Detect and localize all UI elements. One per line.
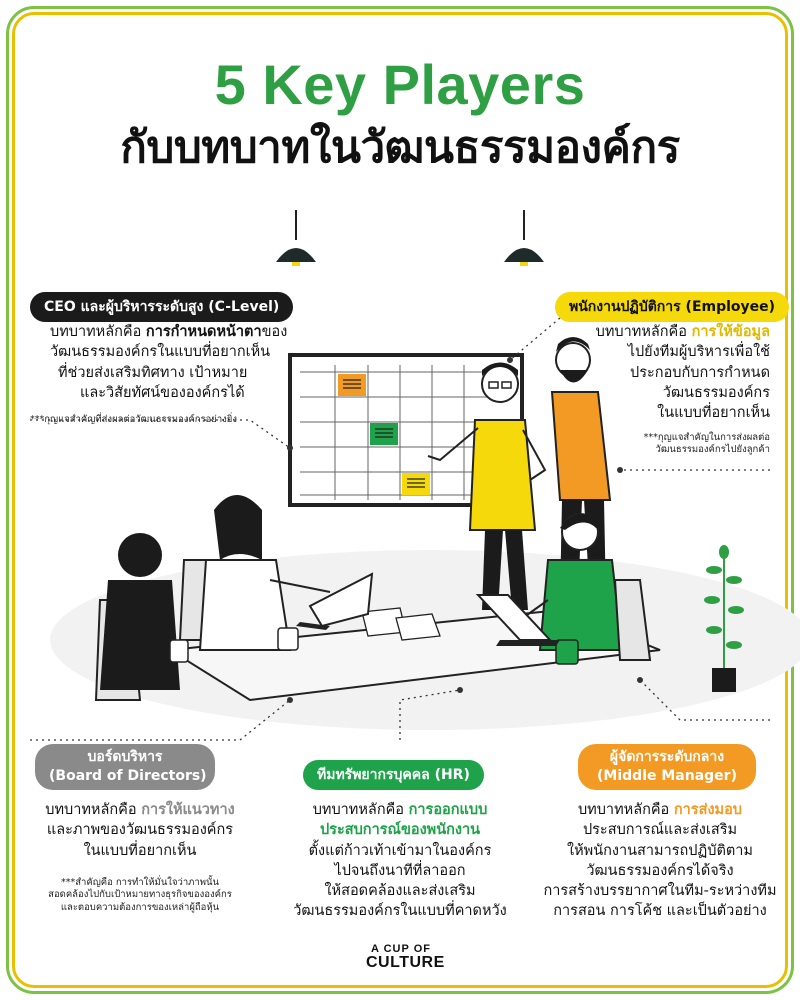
board-note-line-3: และตอบความต้องการของเหล่าผู้ถือหุ้น [60, 901, 220, 913]
middle-line-6: การสอน การโค้ช และเป็นตัวอย่าง [553, 903, 767, 920]
hr-line-2: ประสบการณ์ของพนักงาน [319, 822, 481, 839]
board-description [20, 800, 260, 861]
ceiling-lamp-left-icon [276, 210, 316, 266]
middle-line-3: ให้พนักงานสามารถปฏิบัติตาม [567, 842, 753, 859]
board-note [20, 877, 260, 914]
employee-note-line-1: ***กุญแจสำคัญในการส่งผลต่อ [643, 432, 770, 443]
logo-line-1: A CUP OF [371, 943, 431, 955]
hr-line-6: วัฒนธรรมองค์กรในแบบที่คาดหวัง [293, 903, 507, 920]
middle-badge-line-2: (Middle Manager) [597, 767, 737, 784]
employee-line-2: ไปยังทีมผู้บริหารเพื่อใช้ [627, 344, 770, 361]
ceo-line-4: และวิสัยทัศน์ขององค์กรได้ [80, 384, 245, 401]
hr-description [270, 800, 530, 922]
employee-line-1: บทบาทหลักคือ การให้ข้อมูล [595, 324, 770, 340]
ceo-line-3: ที่ช่วยส่งเสริมทิศทาง เป้าหมาย [58, 364, 248, 381]
ceiling-lamp-right-icon [504, 210, 544, 266]
hr-line-4: ไปจนถึงนาทีที่ลาออก [334, 862, 466, 879]
middle-line-5: การสร้างบรรยากาศในทีม-ระหว่างทีม [543, 883, 777, 900]
middle-manager-description [530, 800, 790, 922]
employee-note-line-2: วัฒนธรรมองค์กรไปยังลูกค้า [655, 444, 770, 456]
board-note-line-2: สอดคล้องไปกับเป้าหมายทางธุรกิจขององค์กร [48, 889, 232, 901]
title-english: 5 Key Players [214, 53, 586, 116]
board-badge-line-1: บอร์ดบริหาร [87, 749, 163, 765]
board-badge-line-2: (Board of Directors) [49, 767, 207, 784]
board-line-2: และภาพของวัฒนธรรมองค์กร [46, 822, 234, 839]
title-thai: กับบทบาทในวัฒนธรรมองค์กร [120, 122, 680, 173]
hr-line-3: ตั้งแต่ก้าวเท้าเข้ามาในองค์กร [308, 842, 492, 859]
middle-line-2: ประสบการณ์และส่งเสริม [582, 822, 738, 839]
employee-note [590, 432, 770, 457]
ceo-line-1: บทบาทหลักคือ การกำหนดหน้าตาของ [50, 324, 288, 340]
employee-description [550, 322, 770, 423]
hr-badge: ทีมทรัพยากรบุคคล (HR) [303, 760, 484, 790]
ceo-note: ***กุญแจสำคัญที่ส่งผลต่อวัฒนธรรมองค์กรอย่างยิ่ง [30, 414, 238, 425]
board-line-3: ในแบบที่อยากเห็น [83, 842, 197, 859]
middle-line-1: บทบาทหลักคือ การส่งมอบ [577, 802, 743, 818]
ceo-description [50, 322, 287, 403]
board-note-line-1: ***สำคัญคือ การทำให้มั่นใจว่าภาพนั้น [60, 877, 220, 888]
employee-line-5: ในแบบที่อยากเห็น [657, 405, 770, 422]
ceo-badge: CEO และผู้บริหารระดับสูง (C-Level) [30, 292, 293, 322]
employee-line-3: ประกอบกับการกำหนด [630, 364, 770, 381]
ceo-line-2: วัฒนธรรมองค์กรในแบบที่อยากเห็น [50, 344, 271, 361]
middle-line-4: วัฒนธรรมองค์กรได้จริง [586, 862, 734, 879]
employee-badge: พนักงานปฏิบัติการ (Employee) [555, 292, 789, 322]
hr-line-5: ให้สอดคล้องและส่งเสริม [324, 883, 476, 900]
logo-line-2: CULTURE [366, 954, 445, 971]
a-cup-of-culture-logo [366, 943, 445, 971]
board-line-1: บทบาทหลักคือ การให้แนวทาง [45, 802, 235, 818]
hr-line-1: บทบาทหลักคือ การออกแบบ [312, 802, 488, 818]
employee-line-4: วัฒนธรรมองค์กร [662, 384, 770, 401]
board-badge [35, 744, 215, 790]
middle-manager-badge [578, 744, 756, 790]
middle-badge-line-1: ผู้จัดการระดับกลาง [609, 749, 725, 765]
